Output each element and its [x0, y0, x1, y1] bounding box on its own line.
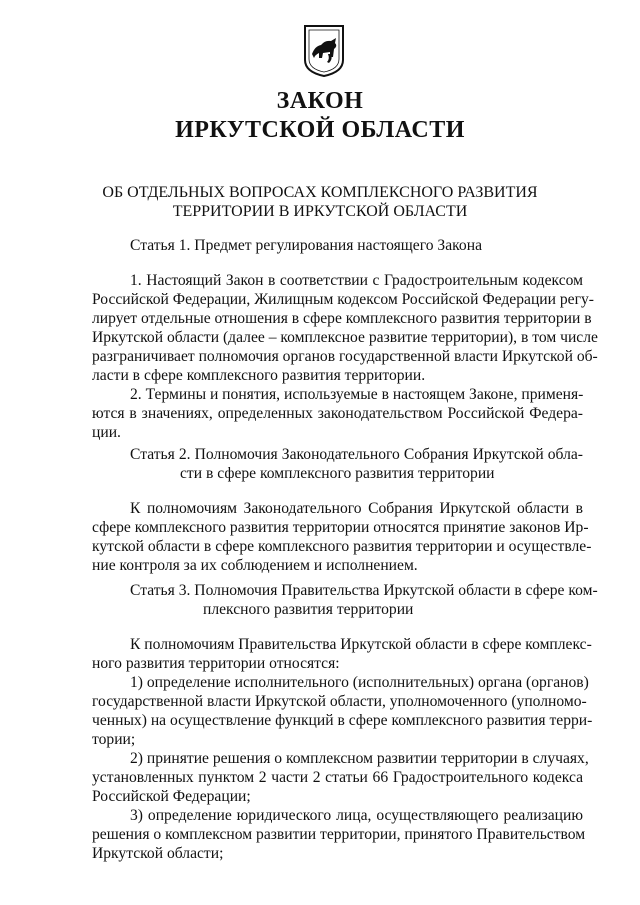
article-2-line: К полномочиям Законодательного Собрания Иркутской области в: [130, 500, 583, 517]
article-2-line: сфере комплексного развития территории относятся принятие законов Ир-: [92, 519, 589, 536]
article-2-heading-line-1: Статья 2. Полномочия Законодательного Собрания Иркутской обла-: [130, 446, 583, 463]
region-title: ИРКУТСКОЙ ОБЛАСТИ: [175, 117, 465, 143]
article-3-line: решения о комплексном развитии территории, принятого Правительством: [92, 826, 586, 843]
article-3-heading-line-2: плексного развития территории: [203, 601, 414, 618]
article-3-line: установленных пунктом 2 части 2 статьи 66 Градостроительного кодекса: [92, 769, 583, 786]
document-title: ЗАКОН: [276, 88, 364, 114]
article-2-line: ние контроля за их соблюдением и исполнением.: [92, 557, 418, 574]
article-3-line: 1) определение исполнительного (исполнительных) органа (органов): [130, 674, 589, 691]
subtitle-line-1: ОБ ОТДЕЛЬНЫХ ВОПРОСАХ КОМПЛЕКСНОГО РАЗВИТИЯ: [102, 184, 538, 201]
article-3-line: К полномочиям Правительства Иркутской области в сфере комплекс-: [130, 636, 592, 653]
article-1-line: ции.: [92, 424, 121, 441]
article-3-line: Российской Федерации;: [92, 788, 251, 805]
article-3-line: государственной власти Иркутской области, уполномоченного (уполномо-: [92, 693, 587, 710]
article-1-heading: Статья 1. Предмет регулирования настоящего Закона: [130, 237, 482, 254]
article-3-line: 2) принятие решения о комплексном развитии территории в случаях,: [130, 750, 589, 767]
article-1-line: ласти в сфере комплексного развития территории.: [92, 367, 426, 384]
article-3-line: ченных) на осуществление функций в сфере комплексного развития терри-: [92, 712, 593, 729]
article-2-heading-line-2: сти в сфере комплексного развития территории: [180, 465, 495, 482]
coat-of-arms-icon: [303, 24, 345, 78]
article-1-line: Российской Федерации, Жилищным кодексом Российской Федерации регу-: [92, 291, 594, 308]
article-2-line: кутской области в сфере комплексного развития территории и осуществле-: [92, 538, 592, 555]
article-1-line: разграничивает полномочия органов государственной власти Иркутской об-: [92, 348, 598, 365]
article-3-line: Иркутской области;: [92, 845, 224, 862]
subtitle-line-2: ТЕРРИТОРИИ В ИРКУТСКОЙ ОБЛАСТИ: [172, 203, 468, 220]
article-1-line: 2. Термины и понятия, используемые в настоящем Законе, применя-: [130, 386, 584, 403]
article-1-line: ются в значениях, определенных законодательством Российской Федера-: [92, 405, 583, 422]
article-3-line: ного развития территории относятся:: [92, 655, 340, 672]
article-3-heading-line-1: Статья 3. Полномочия Правительства Иркутской области в сфере ком-: [130, 582, 598, 599]
article-3-line: тории;: [92, 731, 136, 748]
article-1-line: лирует отдельные отношения в сфере комплексного развития территории в: [92, 310, 592, 327]
article-1-line: 1. Настоящий Закон в соответствии с Градостроительным кодексом: [130, 272, 583, 289]
article-1-line: Иркутской области (далее – комплексное развитие территории), в том числе: [92, 329, 598, 346]
article-3-line: 3) определение юридического лица, осуществляющего реализацию: [130, 807, 583, 824]
